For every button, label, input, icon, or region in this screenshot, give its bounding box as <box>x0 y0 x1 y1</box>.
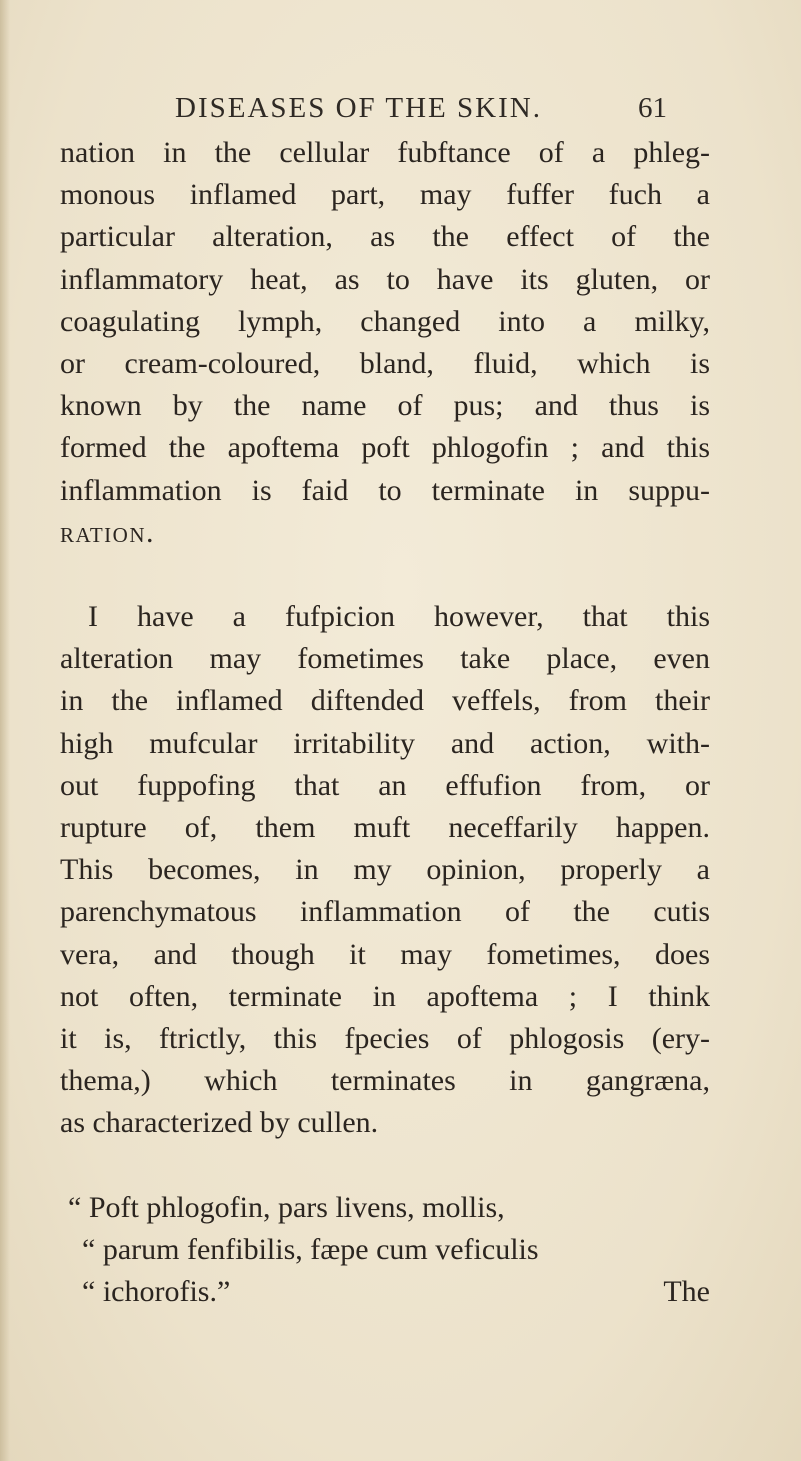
paragraph-2 <box>60 596 710 1144</box>
text-line: in the inflamed diftended veffels, from their <box>60 684 710 718</box>
text-line: formed the apoftema poft phlogofin ; and this <box>60 431 710 465</box>
text-line: it is, ftrictly, this fpecies of phlogosis (ery- <box>60 1021 710 1055</box>
text-line: monous inflamed part, may fuffer fuch a <box>60 178 710 212</box>
catchword: The <box>663 1275 710 1309</box>
text-line: inflammation is faid to terminate in suppu- <box>60 473 710 507</box>
text-line: vera, and though it may fometimes, does <box>60 937 710 971</box>
text-line: known by the name of pus; and thus is <box>60 389 710 423</box>
text-line: nation in the cellular fubftance of a phleg- <box>60 136 710 169</box>
paragraph-gap <box>60 1145 710 1187</box>
text-line: inflammatory heat, as to have its gluten, or <box>60 262 710 296</box>
text-line: This becomes, in my opinion, properly a <box>60 853 710 887</box>
text-line: ration. <box>60 515 155 549</box>
page-number: 61 <box>638 92 667 124</box>
page-body <box>60 132 710 1313</box>
quote-line: “ Poft phlogofin, pars livens, mollis, <box>68 1190 505 1224</box>
paragraph-gap <box>60 554 710 596</box>
text-line: parenchymatous inflammation of the cutis <box>60 895 710 929</box>
text-line: I have a fufpicion however, that this <box>88 600 710 634</box>
text-line: coagulating lymph, changed into a milky, <box>60 304 710 338</box>
quote-line: “ ichorofis.” <box>82 1275 231 1309</box>
latin-quotation <box>60 1187 710 1314</box>
page-gutter-shadow <box>0 0 10 1461</box>
text-line: rupture of, them muft neceffarily happen. <box>60 811 710 844</box>
text-line: as characterized by cullen. <box>60 1106 379 1140</box>
text-line: alteration may fometimes take place, even <box>60 642 710 676</box>
running-header: DISEASES OF THE SKIN. <box>175 92 542 124</box>
quote-line-last <box>60 1271 710 1313</box>
text-line: particular alteration, as the effect of the <box>60 220 710 254</box>
text-line: high mufcular irritability and action, with- <box>60 726 710 760</box>
text-line: or cream-coloured, bland, fluid, which is <box>60 346 710 380</box>
text-line: not often, terminate in apoftema ; I think <box>60 979 710 1013</box>
quote-line: “ parum fenfibilis, fæpe cum veficulis <box>82 1232 539 1266</box>
paragraph-1 <box>60 132 710 554</box>
text-line: thema,) which terminates in gangræna, <box>60 1064 710 1098</box>
text-line: out fuppofing that an effufion from, or <box>60 768 710 802</box>
